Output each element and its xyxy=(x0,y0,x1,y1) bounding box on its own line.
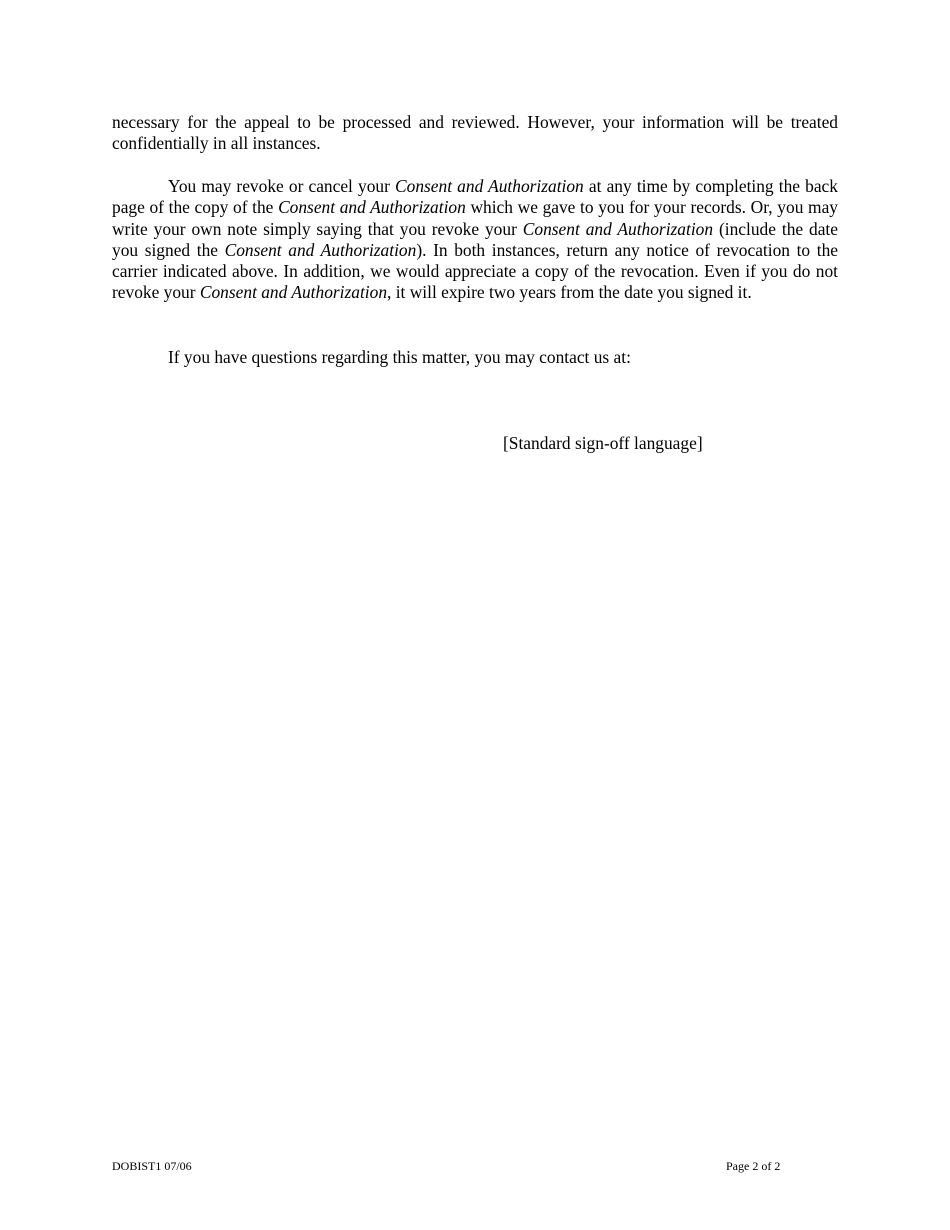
footer-form-id: DOBIST1 07/06 xyxy=(112,1159,192,1173)
paragraph-confidentiality xyxy=(112,112,838,155)
paragraph-text: necessary for the appeal to be processed and reviewed. However, your information will be treated confidentially in all instances. xyxy=(112,112,838,154)
text-segment: which we gave to you for your records. Or, you may write your own note simply saying that you revoke your xyxy=(112,197,838,239)
paragraph-revocation xyxy=(112,176,838,304)
signoff-placeholder: [Standard sign-off language] xyxy=(503,433,703,453)
text-segment: , it will expire two years from the date you signed it. xyxy=(387,282,752,303)
text-segment: ). In both instances, return any notice of revocation to the carrier indicated above. In addition, we would appreciate a copy of the revocation. Even if you do not revoke your xyxy=(112,239,838,303)
consent-authorization-term: Consent and Authorization xyxy=(395,176,584,196)
consent-authorization-term: Consent and Authorization xyxy=(278,197,466,218)
consent-authorization-term: Consent and Authorization xyxy=(522,218,714,239)
text-segment: at any time by completing the back page of the copy of the xyxy=(112,176,838,218)
text-segment: (include the date you signed the xyxy=(112,218,838,260)
consent-authorization-term: Consent and Authorization xyxy=(199,282,388,303)
consent-authorization-term: Consent and Authorization xyxy=(224,239,417,260)
paragraph-text: If you have questions regarding this matter, you may contact us at: xyxy=(168,347,631,367)
paragraph-contact xyxy=(112,347,838,368)
text-segment: You may revoke or cancel your xyxy=(168,176,396,196)
footer-page-number: Page 2 of 2 xyxy=(726,1159,781,1173)
